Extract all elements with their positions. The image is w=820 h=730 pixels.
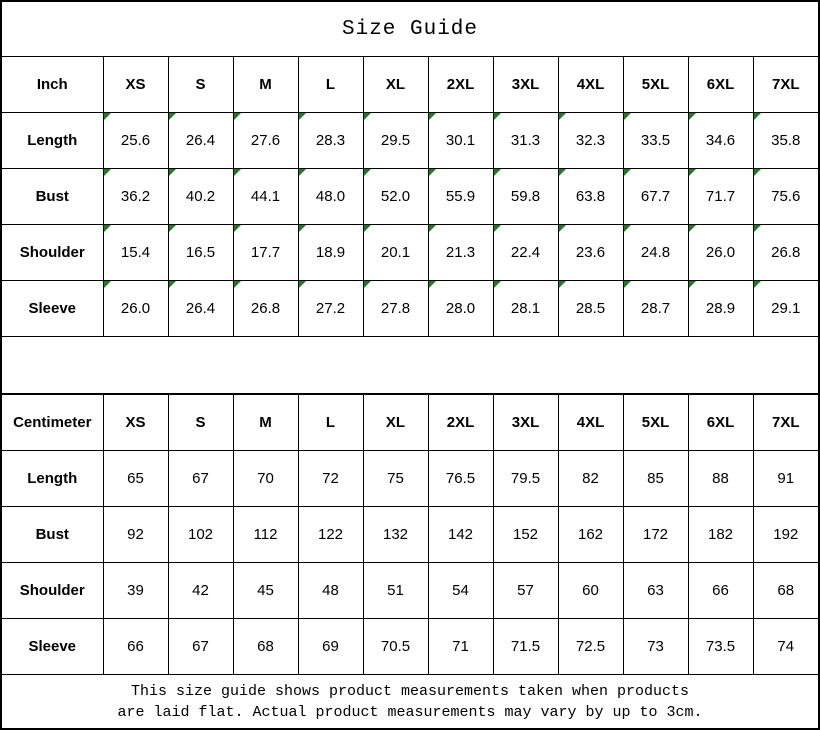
- corner-marker-icon: [169, 225, 176, 232]
- corner-marker-icon: [559, 281, 566, 288]
- value-cell: [688, 169, 753, 225]
- value-cell: [753, 225, 818, 281]
- value-cell: [103, 563, 168, 619]
- unit-header-cell: Inch: [2, 57, 103, 113]
- value-text: 73.5: [705, 638, 736, 655]
- value-cell: [688, 113, 753, 169]
- value-text: 31.3: [510, 132, 541, 149]
- measurement-label-cell: Shoulder: [2, 225, 103, 281]
- value-text: 63.8: [575, 188, 606, 205]
- value-cell: [558, 451, 623, 507]
- value-text: 63: [647, 582, 664, 599]
- value-text: 182: [707, 526, 734, 543]
- value-text: 59.8: [510, 188, 541, 205]
- corner-marker-icon: [299, 225, 306, 232]
- value-text: 26.0: [120, 300, 151, 317]
- corner-marker-icon: [299, 113, 306, 120]
- corner-marker-icon: [234, 281, 241, 288]
- value-text: 65: [127, 470, 144, 487]
- value-text: 71.5: [510, 638, 541, 655]
- value-text: 17.7: [250, 244, 281, 261]
- value-cell: [233, 281, 298, 337]
- value-cell: [103, 507, 168, 563]
- size-header-cell: XL: [363, 57, 428, 113]
- value-text: 192: [773, 526, 799, 543]
- value-text: 18.9: [315, 244, 346, 261]
- corner-marker-icon: [364, 169, 371, 176]
- value-cell: [623, 619, 688, 675]
- value-cell: [103, 451, 168, 507]
- value-text: 68: [777, 582, 795, 599]
- corner-marker-icon: [689, 225, 696, 232]
- measurement-label-cell: Length: [2, 113, 103, 169]
- value-text: 54: [452, 582, 469, 599]
- value-cell: [363, 619, 428, 675]
- measurement-label-cell: Bust: [2, 169, 103, 225]
- value-text: 28.5: [575, 300, 606, 317]
- table-row: [2, 619, 818, 675]
- corner-marker-icon: [234, 113, 241, 120]
- corner-marker-icon: [689, 113, 696, 120]
- value-text: 27.8: [380, 300, 411, 317]
- measurement-label-cell: Sleeve: [2, 619, 103, 675]
- value-cell: [363, 563, 428, 619]
- value-cell: [753, 451, 818, 507]
- value-text: 79.5: [510, 470, 541, 487]
- size-header-cell: 6XL: [688, 57, 753, 113]
- value-cell: [298, 507, 363, 563]
- value-cell: [428, 225, 493, 281]
- value-text: 16.5: [185, 244, 216, 261]
- value-text: 21.3: [445, 244, 476, 261]
- value-cell: [298, 281, 363, 337]
- value-cell: [168, 225, 233, 281]
- value-cell: [298, 169, 363, 225]
- value-cell: [363, 113, 428, 169]
- value-text: 122: [317, 526, 344, 543]
- value-cell: [168, 563, 233, 619]
- value-cell: [168, 619, 233, 675]
- value-cell: [168, 169, 233, 225]
- value-cell: [233, 225, 298, 281]
- value-cell: [363, 281, 428, 337]
- measurement-label-cell: Bust: [2, 507, 103, 563]
- size-header-cell: M: [233, 395, 298, 451]
- value-cell: [103, 619, 168, 675]
- value-cell: [233, 619, 298, 675]
- value-text: 60: [582, 582, 599, 599]
- value-cell: [168, 281, 233, 337]
- value-text: 28.9: [705, 300, 736, 317]
- size-header-cell: S: [168, 57, 233, 113]
- value-cell: [428, 563, 493, 619]
- corner-marker-icon: [169, 113, 176, 120]
- page-title: Size Guide: [341, 17, 479, 41]
- corner-marker-icon: [494, 225, 501, 232]
- value-text: 71.7: [705, 188, 736, 205]
- corner-marker-icon: [234, 225, 241, 232]
- value-cell: [493, 451, 558, 507]
- value-text: 29.1: [771, 300, 801, 317]
- value-text: 88: [712, 470, 729, 487]
- size-header-cell: 2XL: [428, 57, 493, 113]
- value-text: 172: [642, 526, 669, 543]
- measurement-note-line1: This size guide shows product measurements taken when products: [130, 682, 690, 700]
- value-cell: [168, 113, 233, 169]
- value-text: 67: [192, 638, 209, 655]
- value-cell: [233, 451, 298, 507]
- value-cell: [233, 113, 298, 169]
- table-row: [2, 451, 818, 507]
- value-cell: [558, 225, 623, 281]
- value-text: 35.8: [771, 132, 801, 149]
- value-cell: [623, 563, 688, 619]
- value-text: 28.3: [315, 132, 346, 149]
- corner-marker-icon: [104, 281, 111, 288]
- value-cell: [753, 507, 818, 563]
- value-text: 52.0: [380, 188, 411, 205]
- value-text: 26.4: [185, 132, 216, 149]
- size-header-cell: 4XL: [558, 57, 623, 113]
- value-cell: [753, 113, 818, 169]
- value-text: 25.6: [120, 132, 151, 149]
- value-text: 55.9: [445, 188, 476, 205]
- measurement-note-line2: are laid flat. Actual product measurements may vary by up to 3cm.: [117, 703, 703, 721]
- value-cell: [558, 563, 623, 619]
- value-text: 68: [257, 638, 274, 655]
- value-text: 67.7: [640, 188, 671, 205]
- value-text: 66: [712, 582, 729, 599]
- size-header-cell: 4XL: [558, 395, 623, 451]
- corner-marker-icon: [494, 169, 501, 176]
- corner-marker-icon: [754, 281, 761, 288]
- value-cell: [753, 619, 818, 675]
- corner-marker-icon: [364, 281, 371, 288]
- value-cell: [493, 225, 558, 281]
- value-cell: [753, 281, 818, 337]
- value-cell: [493, 563, 558, 619]
- size-header-cell: L: [298, 57, 363, 113]
- value-text: 42: [192, 582, 209, 599]
- size-header-cell: S: [168, 395, 233, 451]
- value-text: 132: [382, 526, 409, 543]
- corner-marker-icon: [689, 281, 696, 288]
- value-cell: [493, 507, 558, 563]
- value-cell: [103, 169, 168, 225]
- value-text: 27.2: [315, 300, 346, 317]
- corner-marker-icon: [364, 225, 371, 232]
- value-text: 27.6: [250, 132, 281, 149]
- value-text: 24.8: [640, 244, 671, 261]
- value-cell: [493, 113, 558, 169]
- corner-marker-icon: [429, 225, 436, 232]
- value-cell: [363, 507, 428, 563]
- value-text: 66: [127, 638, 144, 655]
- corner-marker-icon: [624, 169, 631, 176]
- value-text: 67: [192, 470, 209, 487]
- size-header-cell: 7XL: [753, 57, 818, 113]
- value-text: 26.4: [185, 300, 216, 317]
- value-cell: [623, 451, 688, 507]
- table-row: [2, 563, 818, 619]
- value-text: 72: [322, 470, 339, 487]
- value-cell: [558, 507, 623, 563]
- value-cell: [298, 225, 363, 281]
- value-text: 112: [253, 526, 278, 543]
- measurement-note: [2, 675, 818, 728]
- table-spacer: [2, 337, 818, 394]
- value-text: 142: [447, 526, 474, 543]
- value-cell: [103, 281, 168, 337]
- value-text: 45: [257, 582, 274, 599]
- size-header-cell: XS: [103, 395, 168, 451]
- value-cell: [558, 619, 623, 675]
- value-text: 102: [187, 526, 214, 543]
- value-text: 22.4: [510, 244, 541, 261]
- value-cell: [233, 563, 298, 619]
- value-text: 74: [777, 638, 795, 655]
- value-text: 32.3: [575, 132, 606, 149]
- value-cell: [558, 281, 623, 337]
- size-header-cell: L: [298, 395, 363, 451]
- value-cell: [363, 169, 428, 225]
- value-text: 69: [322, 638, 339, 655]
- value-text: 44.1: [250, 188, 281, 205]
- value-cell: [363, 225, 428, 281]
- value-cell: [428, 281, 493, 337]
- value-cell: [623, 169, 688, 225]
- value-cell: [428, 113, 493, 169]
- corner-marker-icon: [624, 225, 631, 232]
- corner-marker-icon: [754, 113, 761, 120]
- corner-marker-icon: [429, 281, 436, 288]
- size-header-cell: 2XL: [428, 395, 493, 451]
- value-text: 71: [452, 638, 469, 655]
- value-cell: [103, 225, 168, 281]
- value-text: 39: [127, 582, 144, 599]
- measurement-label-cell: Sleeve: [2, 281, 103, 337]
- value-text: 75.6: [771, 188, 801, 205]
- corner-marker-icon: [299, 169, 306, 176]
- inch-size-table: [2, 56, 818, 337]
- value-text: 26.0: [705, 244, 736, 261]
- corner-marker-icon: [494, 113, 501, 120]
- value-text: 28.7: [640, 300, 671, 317]
- size-header-cell: 3XL: [493, 57, 558, 113]
- value-cell: [298, 451, 363, 507]
- corner-marker-icon: [169, 281, 176, 288]
- value-text: 34.6: [705, 132, 736, 149]
- value-cell: [623, 225, 688, 281]
- unit-header-cell: Centimeter: [2, 395, 103, 451]
- corner-marker-icon: [624, 113, 631, 120]
- value-cell: [298, 563, 363, 619]
- corner-marker-icon: [559, 225, 566, 232]
- value-cell: [753, 169, 818, 225]
- value-text: 76.5: [445, 470, 476, 487]
- table-row: [2, 113, 818, 169]
- value-text: 72.5: [575, 638, 606, 655]
- corner-marker-icon: [234, 169, 241, 176]
- value-text: 75: [387, 470, 404, 487]
- value-cell: [233, 507, 298, 563]
- corner-marker-icon: [754, 169, 761, 176]
- value-text: 152: [512, 526, 539, 543]
- table-row: [2, 169, 818, 225]
- value-text: 40.2: [185, 188, 216, 205]
- corner-marker-icon: [754, 225, 761, 232]
- value-text: 73: [647, 638, 664, 655]
- size-header-cell: XS: [103, 57, 168, 113]
- value-text: 20.1: [380, 244, 411, 261]
- value-cell: [688, 619, 753, 675]
- value-text: 33.5: [640, 132, 671, 149]
- size-header-cell: 6XL: [688, 395, 753, 451]
- value-text: 28.0: [445, 300, 476, 317]
- value-cell: [753, 563, 818, 619]
- value-text: 26.8: [771, 244, 801, 261]
- table-row: [2, 507, 818, 563]
- value-text: 51: [387, 582, 404, 599]
- value-text: 36.2: [120, 188, 151, 205]
- value-text: 29.5: [380, 132, 411, 149]
- size-header-cell: 5XL: [623, 57, 688, 113]
- value-cell: [623, 507, 688, 563]
- value-cell: [623, 281, 688, 337]
- value-cell: [428, 507, 493, 563]
- value-cell: [428, 619, 493, 675]
- size-header-cell: XL: [363, 395, 428, 451]
- value-cell: [428, 451, 493, 507]
- corner-marker-icon: [429, 113, 436, 120]
- corner-marker-icon: [559, 113, 566, 120]
- corner-marker-icon: [429, 169, 436, 176]
- corner-marker-icon: [624, 281, 631, 288]
- corner-marker-icon: [364, 113, 371, 120]
- value-text: 57: [517, 582, 534, 599]
- size-header-cell: M: [233, 57, 298, 113]
- value-text: 82: [582, 470, 599, 487]
- value-cell: [298, 619, 363, 675]
- value-cell: [688, 507, 753, 563]
- corner-marker-icon: [559, 169, 566, 176]
- value-cell: [558, 113, 623, 169]
- table-row: [2, 225, 818, 281]
- value-text: 48: [322, 582, 339, 599]
- value-cell: [688, 281, 753, 337]
- corner-marker-icon: [689, 169, 696, 176]
- value-cell: [168, 451, 233, 507]
- measurement-label-cell: Shoulder: [2, 563, 103, 619]
- corner-marker-icon: [104, 225, 111, 232]
- table-row: [2, 281, 818, 337]
- value-cell: [233, 169, 298, 225]
- value-text: 30.1: [445, 132, 476, 149]
- value-cell: [103, 113, 168, 169]
- value-text: 28.1: [510, 300, 541, 317]
- value-text: 91: [777, 470, 795, 487]
- measurement-label-cell: Length: [2, 451, 103, 507]
- value-text: 85: [647, 470, 664, 487]
- corner-marker-icon: [104, 169, 111, 176]
- value-text: 70: [257, 470, 274, 487]
- value-cell: [623, 113, 688, 169]
- value-text: 26.8: [250, 300, 281, 317]
- value-cell: [493, 619, 558, 675]
- size-header-cell: 5XL: [623, 395, 688, 451]
- value-text: 48.0: [315, 188, 346, 205]
- value-cell: [688, 225, 753, 281]
- size-header-cell: 7XL: [753, 395, 818, 451]
- value-cell: [363, 451, 428, 507]
- corner-marker-icon: [169, 169, 176, 176]
- corner-marker-icon: [104, 113, 111, 120]
- value-cell: [298, 113, 363, 169]
- value-cell: [493, 169, 558, 225]
- value-cell: [168, 507, 233, 563]
- value-cell: [688, 451, 753, 507]
- value-text: 70.5: [380, 638, 411, 655]
- value-cell: [558, 169, 623, 225]
- value-text: 23.6: [575, 244, 606, 261]
- value-cell: [688, 563, 753, 619]
- centimeter-size-table: [2, 394, 818, 675]
- size-header-cell: 3XL: [493, 395, 558, 451]
- value-cell: [493, 281, 558, 337]
- value-text: 162: [577, 526, 604, 543]
- value-cell: [428, 169, 493, 225]
- value-text: 15.4: [120, 244, 151, 261]
- corner-marker-icon: [299, 281, 306, 288]
- corner-marker-icon: [494, 281, 501, 288]
- value-text: 92: [127, 526, 144, 543]
